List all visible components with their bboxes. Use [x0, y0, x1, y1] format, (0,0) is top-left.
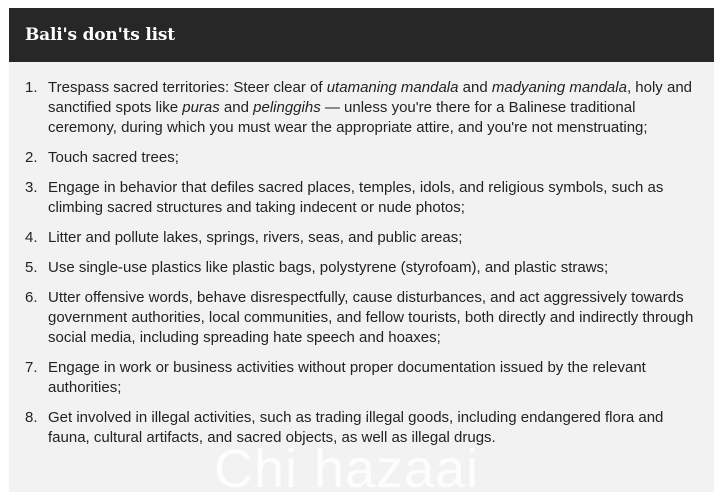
text-segment: , holy and sanctified spots like: [48, 79, 692, 116]
list-item-text: [48, 178, 702, 218]
list-item-text: [48, 148, 702, 168]
list-item-number: 6.: [25, 289, 38, 306]
list-item-text: [48, 408, 702, 448]
list-item: [25, 228, 702, 248]
list-item-number: 2.: [25, 149, 38, 166]
list-item-text: [48, 258, 702, 278]
italic-term: puras: [182, 99, 220, 116]
text-segment: and: [458, 79, 492, 96]
list-item: [25, 408, 702, 448]
italic-term: madyaning mandala: [491, 79, 627, 96]
list-item: [25, 258, 702, 278]
text-segment: Litter and pollute lakes, springs, rivers, seas, and public areas;: [48, 229, 463, 246]
text-segment: Utter offensive words, behave disrespectfully, cause disturbances, and act aggressively towards government authorities, local communities, and fellow tourists, both directly and indirectly through social media, including spreading hate speech and hoaxes;: [48, 289, 694, 346]
donts-list-panel: [9, 8, 714, 492]
text-segment: Engage in behavior that defiles sacred places, temples, idols, and religious symbols, such as climbing sacred structures and taking indecent or nude photos;: [48, 179, 664, 216]
list-item: [25, 148, 702, 168]
text-segment: and: [219, 99, 254, 116]
panel-title: Bali's don'ts list: [25, 25, 175, 45]
text-segment: Get involved in illegal activities, such as trading illegal goods, including endangered flora and fauna, cultural artifacts, and sacred objects, as well as illegal drugs.: [48, 409, 664, 446]
list-item: [25, 78, 702, 138]
list-item-text: [48, 288, 702, 348]
list-item: [25, 288, 702, 348]
list-item-number: 3.: [25, 179, 38, 196]
text-segment: Trespass sacred territories: Steer clear of: [48, 79, 327, 96]
italic-term: utamaning mandala: [326, 79, 459, 96]
list-item-number: 8.: [25, 409, 38, 426]
text-segment: — unless you're there for a Balinese traditional ceremony, during which you must wear the appropriate attire, and you're not menstruating;: [48, 99, 648, 136]
list-item-text: [48, 358, 702, 398]
list-item-text: [48, 78, 702, 138]
list-item: [25, 358, 702, 398]
donts-list: [9, 62, 714, 448]
text-segment: Engage in work or business activities without proper documentation issued by the relevant authorities;: [48, 359, 646, 396]
list-item-number: 4.: [25, 229, 38, 246]
panel-header: [9, 8, 714, 62]
list-item-number: 1.: [25, 79, 38, 96]
list-item-number: 5.: [25, 259, 38, 276]
text-segment: Use single-use plastics like plastic bags, polystyrene (styrofoam), and plastic straws;: [48, 259, 609, 276]
list-item: [25, 178, 702, 218]
watermark-logo: Chi hazaai: [214, 439, 480, 492]
list-item-number: 7.: [25, 359, 38, 376]
list-item-text: [48, 228, 702, 248]
italic-term: pelinggihs: [253, 99, 321, 116]
text-segment: Touch sacred trees;: [48, 149, 179, 166]
